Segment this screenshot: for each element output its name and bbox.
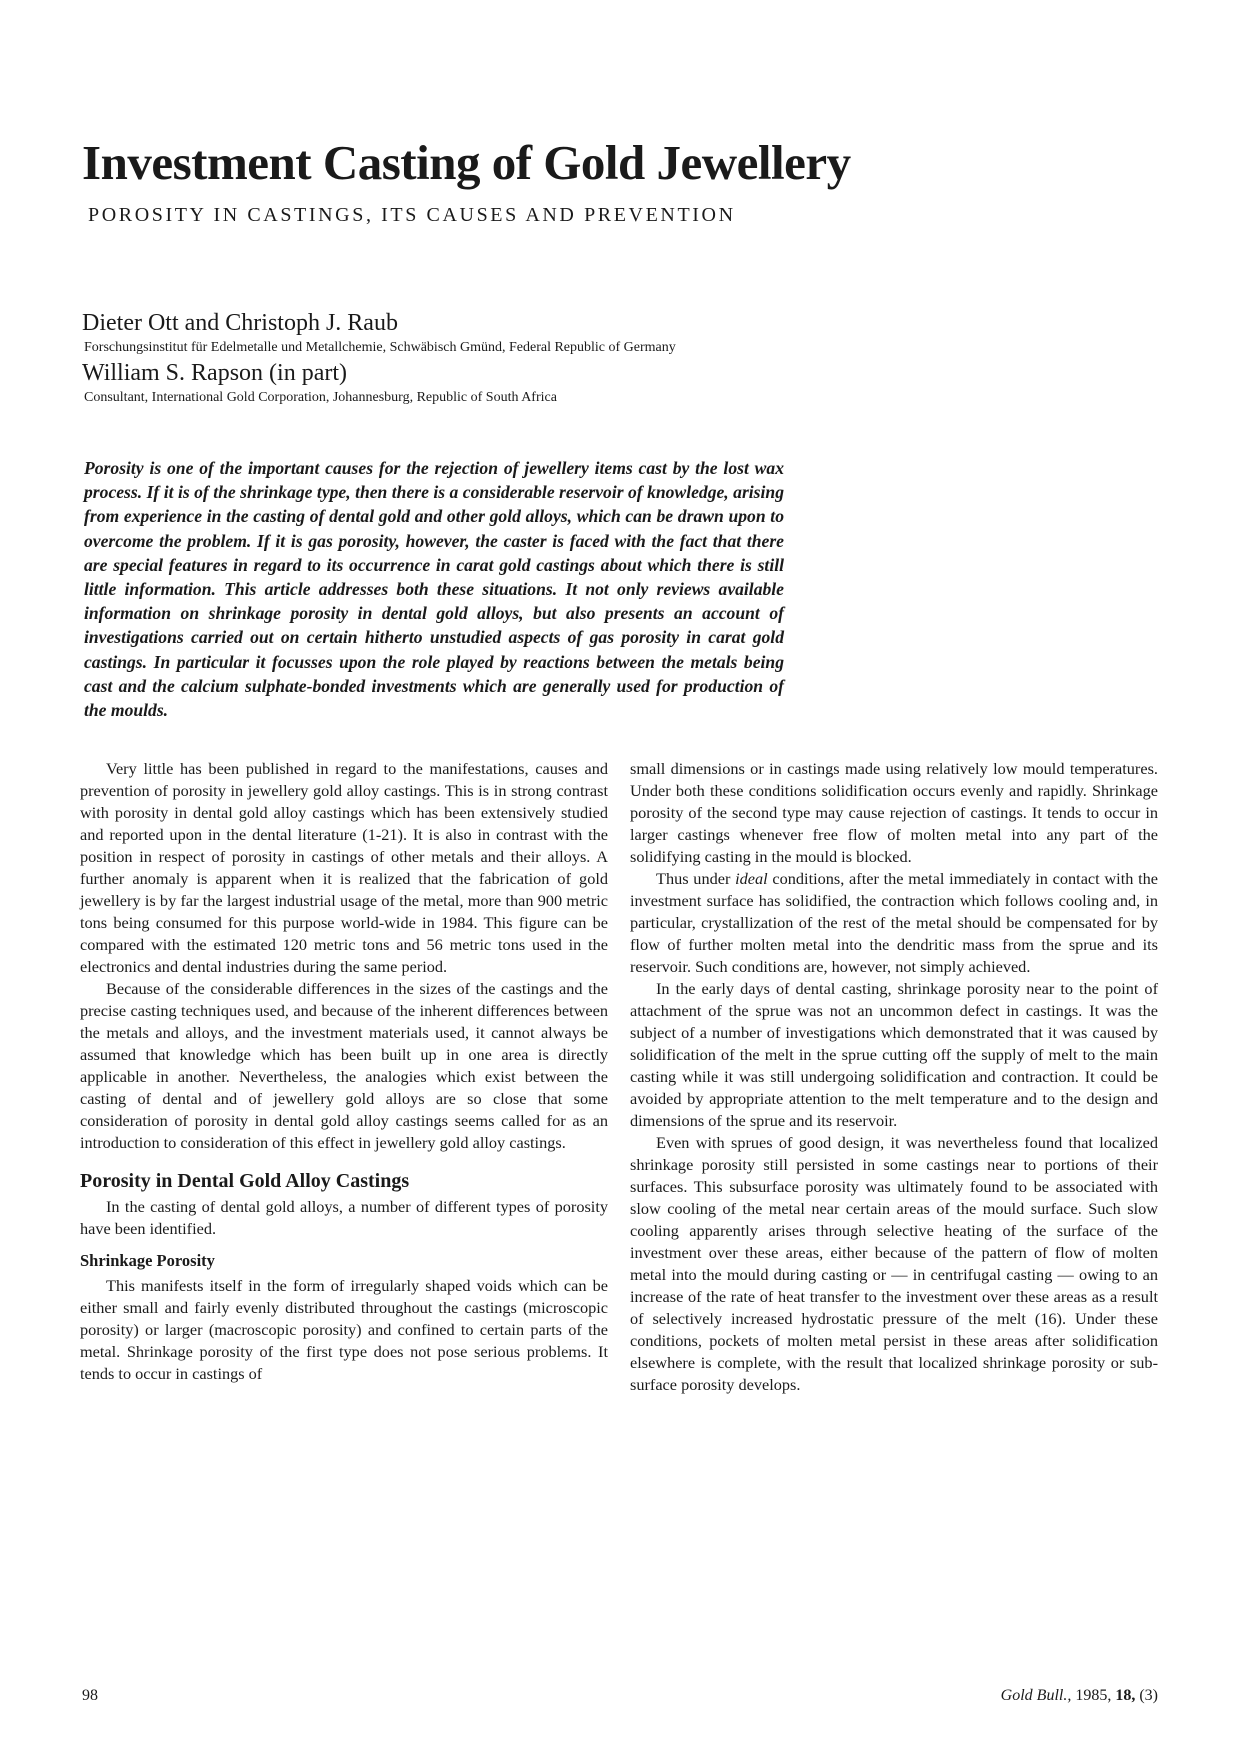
body-paragraph	[630, 868, 1158, 978]
body-paragraph: This manifests itself in the form of irregularly shaped voids which can be either small and fairly evenly distributed throughout the castings (microscopic porosity) or larger (macroscopic porosity) and confined to certain parts of the metal. Shrinkage porosity of the first type does not pose serious problems. It tends to occur in castings of	[80, 1276, 608, 1383]
article-title: Investment Casting of Gold Jewellery	[82, 135, 851, 190]
text-run: conditions, after the metal immediately in contact with the investment surface has solidified, the contraction which follows cooling and, in particular, crystallization of the rest of the metal should be compensated for by flow of further molten metal into the dendritic mass from the sprue and its reservoir. Such conditions are, however, not simply achieved.	[630, 869, 1158, 976]
section-heading: Porosity in Dental Gold Alloy Castings	[80, 1170, 410, 1192]
author-affiliation: Forschungsinstitut für Edelmetalle und Metallchemie, Schwäbisch Gmünd, Federal Republic of Germany	[84, 340, 676, 355]
body-paragraph: In the casting of dental gold alloys, a number of different types of porosity have been identified.	[80, 1197, 608, 1238]
journal-citation	[1001, 1687, 1158, 1705]
journal-issue: (3)	[1139, 1687, 1158, 1704]
page-number: 98	[82, 1687, 98, 1704]
body-paragraph: Because of the considerable differences in the sizes of the castings and the precise casting techniques used, and because of the inherent differences between the metals and alloys, and the investment materials used, it cannot always be assumed that knowledge which has been built up in one area is directly applicable in another. Nevertheless, the analogies which exist between the casting of dental and of jewellery gold alloys are so close that some consideration of porosity in dental gold alloy castings seems called for as an introduction to consideration of this effect in jewellery gold alloy castings.	[80, 979, 608, 1152]
subsection-heading: Shrinkage Porosity	[80, 1251, 215, 1270]
abstract: Porosity is one of the important causes for the rejection of jewellery items cast by the lost wax process. If it is of the shrinkage type, then there is a considerable reservoir of knowledge, arising from experience in the casting of dental gold and other gold alloys, which can be drawn upon to overcome the problem. If it is gas porosity, however, the caster is faced with the fact that there are special features in regard to its occurrence in carat gold castings about which there is still little information. This article addresses both these situations. It not only reviews available information on shrinkage porosity in dental gold alloys, but also presents an account of investigations carried out on certain hitherto unstudied aspects of gas porosity in carat gold castings. In particular it focusses upon the role played by reactions between the metals being cast and the calcium sulphate-bonded investments which are generally used for production of the moulds.	[84, 458, 784, 721]
body-paragraph: small dimensions or in castings made using relatively low mould temperatures. Under both these conditions solidification occurs evenly and rapidly. Shrinkage porosity of the second type may cause rejection of castings. It tends to occur in larger castings whenever free flow of molten metal into any part of the solidifying casting in the mould is blocked.	[630, 759, 1158, 866]
journal-volume: 18,	[1115, 1687, 1136, 1704]
emphasis-text: ideal	[735, 869, 768, 888]
author-name: William S. Rapson (in part)	[82, 360, 347, 386]
author-name: Dieter Ott and Christoph J. Raub	[82, 310, 398, 336]
text-run: Thus under	[656, 869, 736, 888]
journal-name: Gold Bull.,	[1000, 1687, 1072, 1704]
author-affiliation: Consultant, International Gold Corporation, Johannesburg, Republic of South Africa	[84, 390, 557, 405]
author-block	[82, 308, 1182, 408]
journal-year: 1985,	[1075, 1687, 1112, 1704]
body-paragraph: Even with sprues of good design, it was nevertheless found that localized shrinkage porosity still persisted in some castings near to portions of their surfaces. This subsurface porosity was ultimately found to be associated with slow cooling of the metal near certain areas of the mould surface. Such slow cooling apparently arises through selective heating of the surface of the investment over these areas, either because of the pattern of flow of molten metal into the mould during casting or — in centrifugal casting — owing to an increase of the rate of heat transfer to the investment over these areas as a result of selectively increased hydrostatic pressure of the melt (16). Under these conditions, pockets of molten metal persist in these areas after solidification elsewhere is complete, with the result that localized shrinkage porosity or sub-surface porosity develops.	[630, 1133, 1158, 1394]
left-column	[80, 758, 608, 1385]
body-paragraph: Very little has been published in regard to the manifestations, causes and prevention of porosity in jewellery gold alloy castings. This is in strong contrast with porosity in dental gold alloy castings which has been extensively studied and reported upon in the dental literature (1-21). It is also in contrast with the position in respect of porosity in castings of other metals and their alloys. A further anomaly is apparent when it is realized that the fabrication of gold jewellery is by far the largest industrial usage of the metal, more than 900 metric tons being consumed for this purpose world-wide in 1984. This figure can be compared with the estimated 120 metric tons and 56 metric tons used in the electronics and dental industries during the same period.	[80, 759, 608, 976]
article-subtitle: POROSITY IN CASTINGS, ITS CAUSES AND PREVENTION	[88, 204, 736, 226]
right-column	[630, 758, 1158, 1396]
body-paragraph: In the early days of dental casting, shrinkage porosity near to the point of attachment of the sprue was not an uncommon defect in castings. It was the subject of a number of investigations which demonstrated that it was caused by solidification of the melt in the sprue cutting off the supply of melt to the main casting while it was still undergoing solidification and contraction. It could be avoided by appropriate attention to the melt temperature and to the design and dimensions of the sprue and its reservoir.	[630, 979, 1158, 1130]
